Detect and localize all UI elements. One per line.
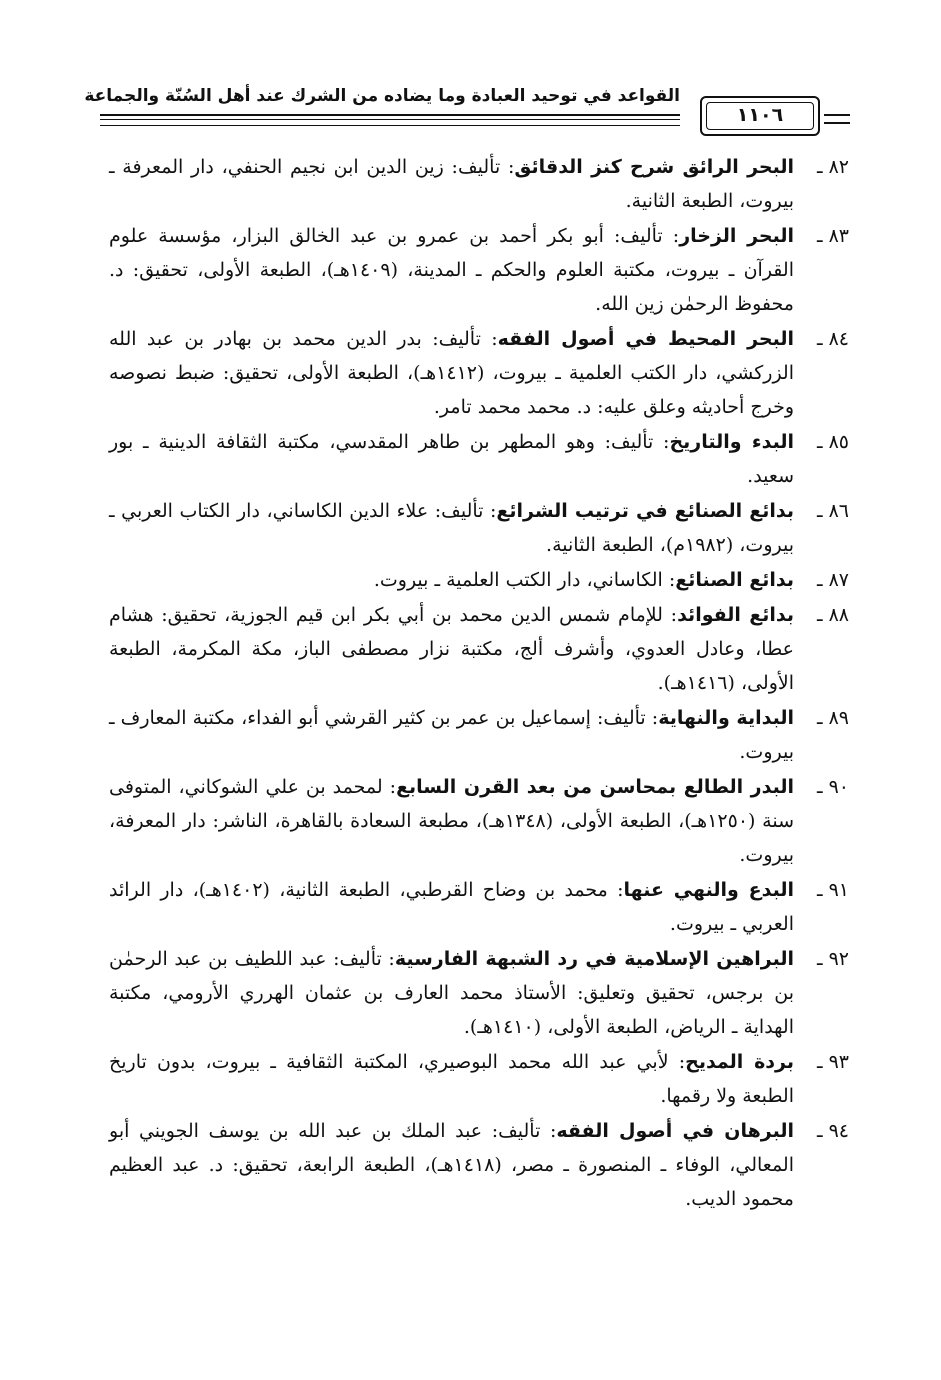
entry-details: : تأليف: إسماعيل بن عمر بن كثير القرشي أبو الفداء، مكتبة المعارف ـ بيروت. <box>109 707 794 763</box>
entry-details: : محمد بن وضاح القرطبي، الطبعة الثانية، (١٤٠٢هـ)، دار الرائد العربي ـ بيروت. <box>109 879 794 935</box>
entry-number: ٨٨ ـ <box>816 604 849 626</box>
header-rule <box>100 114 680 126</box>
entry-details: : الكاساني، دار الكتب العلمية ـ بيروت. <box>373 569 676 591</box>
entry-details: : لأبي عبد الله محمد البوصيري، المكتبة الثقافية ـ بيروت، بدون تاريخ الطبعة ولا رقمها. <box>109 1051 794 1107</box>
entry-number: ٨٥ ـ <box>816 431 849 453</box>
bibliography-entry <box>109 942 849 1044</box>
entry-number: ٩٤ ـ <box>816 1120 849 1142</box>
entry-title: بردة المديح <box>685 1051 794 1073</box>
entry-title: البحر الزخار <box>679 225 794 247</box>
page-header <box>84 78 850 138</box>
entry-title: بدائع الصنائع في ترتيب الشرائع <box>496 500 794 522</box>
bibliography-entry <box>109 150 849 218</box>
entry-title: البراهين الإسلامية في رد الشبهة الفارسية <box>394 948 794 970</box>
entry-title: البحر الرائق شرح كنز الدقائق <box>514 156 794 178</box>
page-number: ١١٠٦ <box>736 104 784 126</box>
entry-number: ٩٢ ـ <box>816 948 849 970</box>
entry-title: البرهان في أصول الفقه <box>556 1120 794 1142</box>
entry-number: ٩٣ ـ <box>816 1051 849 1073</box>
entry-details: : تأليف: أبو بكر أحمد بن عمرو بن عبد الخالق البزار، مؤسسة علوم القرآن ـ بيروت، مكتبة العلوم والحكم ـ المدينة، (١٤٠٩هـ)، الطبعة الأولى، تحقيق: د. محفوظ الرحمٰن زين الله. <box>109 225 794 315</box>
entry-number: ٨٤ ـ <box>816 328 849 350</box>
bibliography-entry <box>109 701 849 769</box>
page-number-frame <box>700 96 820 136</box>
bibliography-entry <box>109 598 849 700</box>
entry-details: : تأليف: وهو المطهر بن طاهر المقدسي، مكتبة الثقافة الدينية ـ بور سعيد. <box>109 431 794 487</box>
bibliography-entry <box>109 1045 849 1113</box>
header-short-rule <box>824 114 850 124</box>
entry-details: : للإمام شمس الدين محمد بن أبي بكر ابن قيم الجوزية، تحقيق: هشام عطا، وعادل العدوي، وأشرف ألج، مكتبة نزار مصطفى الباز، مكة المكرمة، الطبعة الأولى، (١٤١٦هـ). <box>109 604 794 694</box>
entry-title: البداية والنهاية <box>658 707 794 729</box>
entry-details: : تأليف: علاء الدين الكاساني، دار الكتاب العربي ـ بيروت، (١٩٨٢م)، الطبعة الثانية. <box>109 500 794 556</box>
bibliography-entry <box>109 322 849 424</box>
entry-title: البحر المحيط في أصول الفقه <box>497 328 794 350</box>
bibliography-entry <box>109 219 849 321</box>
entry-details: : تأليف: بدر الدين محمد بن بهادر بن عبد الله الزركشي، دار الكتب العلمية ـ بيروت، (١٤١٢هـ)، الطبعة الأولى، تحقيق: ضبط نصوصه وخرج أحاديثه وعلق عليه: د. محمد محمد تامر. <box>109 328 794 418</box>
entry-details: : تأليف: عبد اللطيف بن عبد الرحمٰن بن برجس، تحقيق وتعليق: الأستاذ محمد العارف بن عثمان الهرري الأرومي، مكتبة الهداية ـ الرياض، الطبعة الأولى، (١٤١٠هـ). <box>109 948 794 1038</box>
entry-title: البدع والنهي عنها <box>623 879 794 901</box>
entry-number: ٨٣ ـ <box>816 225 849 247</box>
entry-number: ٨٢ ـ <box>816 156 849 178</box>
bibliography-list <box>109 150 849 1217</box>
bibliography-entry <box>109 563 849 597</box>
entry-title: بدائع الفوائد <box>677 604 794 626</box>
entry-number: ٩٠ ـ <box>816 776 849 798</box>
bibliography-entry <box>109 1114 849 1216</box>
bibliography-entry <box>109 873 849 941</box>
entry-details: : تأليف: زين الدين ابن نجيم الحنفي، دار المعرفة ـ بيروت، الطبعة الثانية. <box>109 156 794 212</box>
entry-number: ٨٧ ـ <box>816 569 849 591</box>
entry-title: البدء والتاريخ <box>669 431 794 453</box>
bibliography-entry <box>109 425 849 493</box>
entry-details: : تأليف: عبد الملك بن عبد الله بن يوسف الجويني أبو المعالي، الوفاء ـ المنصورة ـ مصر، (١٤١٨هـ)، الطبعة الرابعة، تحقيق: د. عبد العظيم محمود الديب. <box>109 1120 794 1210</box>
entry-title: البدر الطالع بمحاسن من بعد القرن السابع <box>396 776 794 798</box>
entry-title: بدائع الصنائع <box>675 569 794 591</box>
running-title: القواعد في توحيد العبادة وما يضاده من الشرك عند أهل السُنّة والجماعة <box>84 86 680 106</box>
entry-number: ٨٦ ـ <box>816 500 849 522</box>
entry-number: ٩١ ـ <box>816 879 849 901</box>
bibliography-entry <box>109 770 849 872</box>
entry-details: : لمحمد بن علي الشوكاني، المتوفى سنة (١٢٥٠هـ)، الطبعة الأولى، (١٣٤٨هـ)، مطبعة السعادة بالقاهرة، الناشر: دار المعرفة، بيروت. <box>109 776 794 866</box>
entry-number: ٨٩ ـ <box>816 707 849 729</box>
bibliography-entry <box>109 494 849 562</box>
